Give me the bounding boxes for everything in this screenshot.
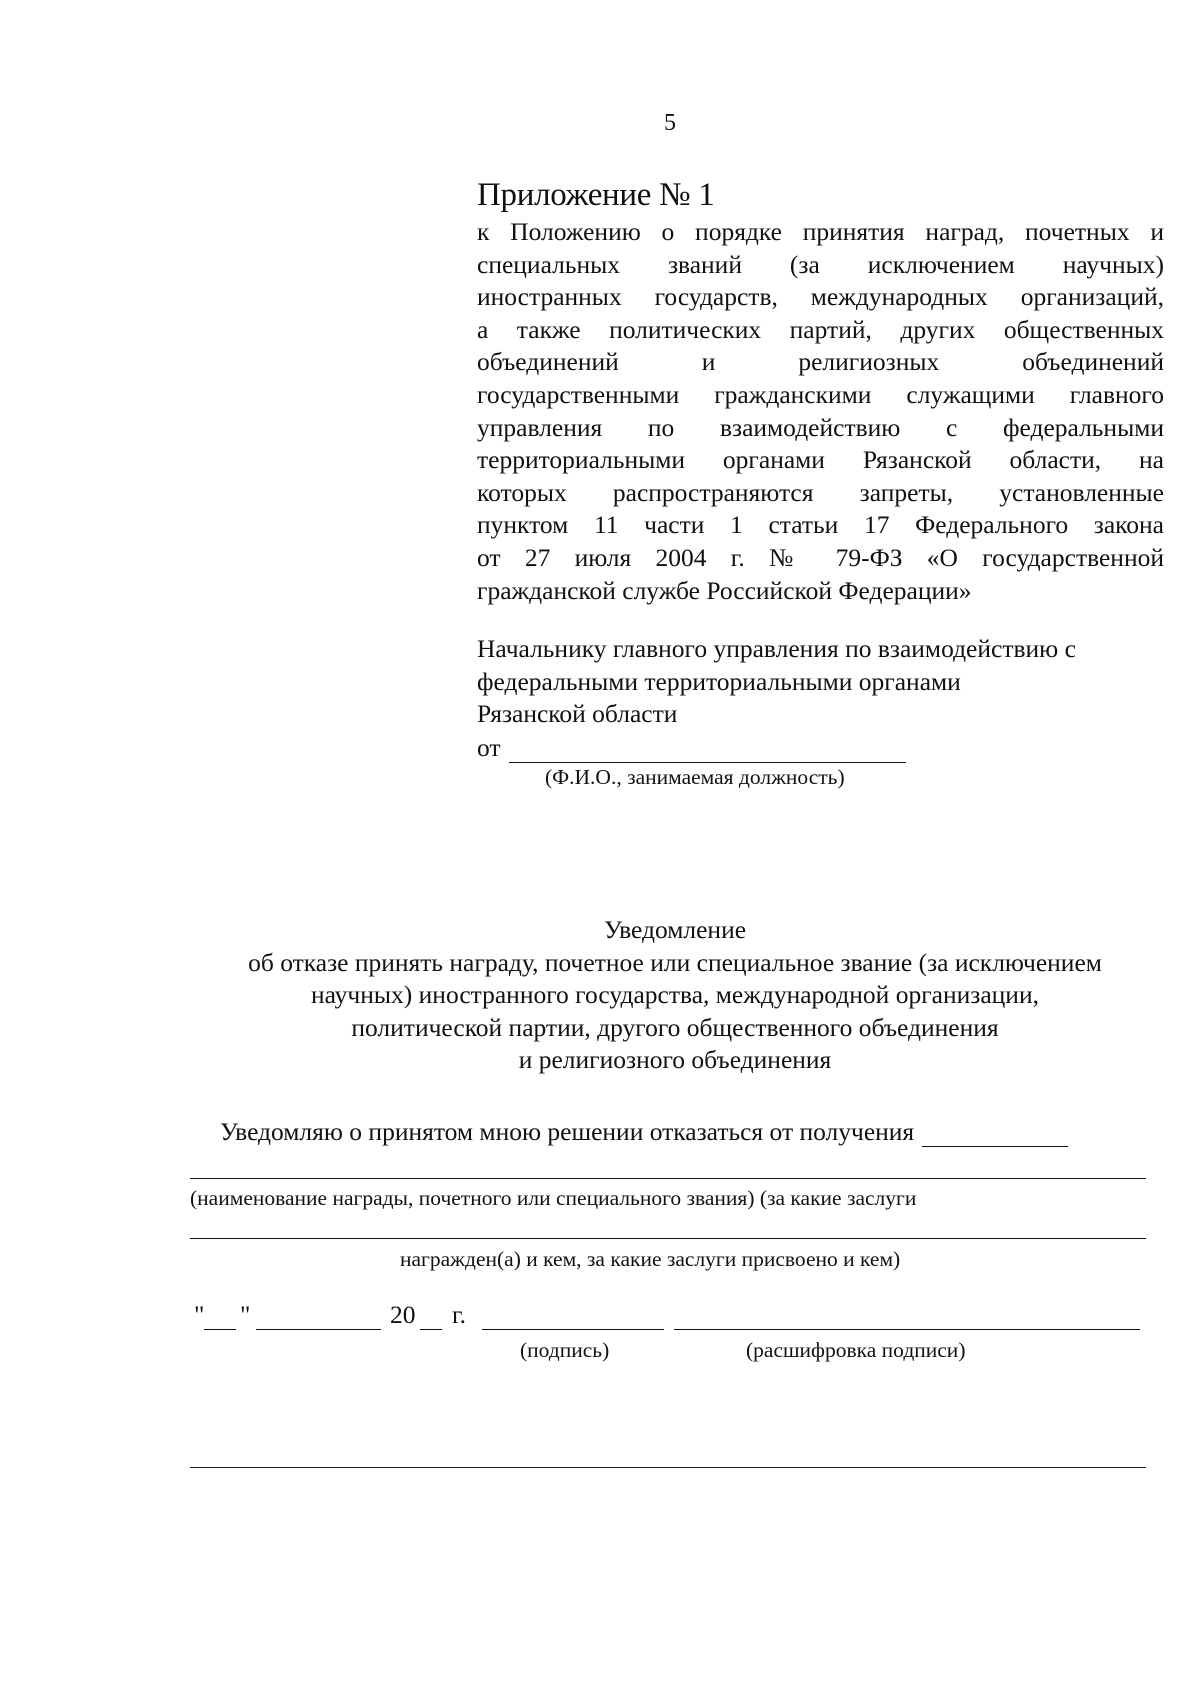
addressee-line: Начальнику главного управления по взаимодействию с xyxy=(477,634,1076,663)
year-suffix: г. xyxy=(452,1300,466,1329)
appendix-line: от 27 июля 2004 г. № 79-ФЗ «О государственной xyxy=(477,542,1164,572)
from-caption: (Ф.И.О., занимаемая должность) xyxy=(545,764,845,789)
from-blank-field[interactable] xyxy=(509,740,906,763)
award-name-line[interactable] xyxy=(190,1178,1146,1179)
addressee-line: Рязанской области xyxy=(477,699,678,728)
statement-text: Уведомляю о принятом мною решении отказаться от получения xyxy=(220,1117,915,1146)
from-row xyxy=(477,731,1167,763)
award-blank-field[interactable] xyxy=(922,1122,1068,1147)
month-blank-field[interactable] xyxy=(256,1307,381,1330)
appendix-line: пунктом 11 части 1 статьи 17 Федерального закона xyxy=(477,510,1164,540)
page-number: 5 xyxy=(664,110,676,136)
appendix-title: Приложение № 1 xyxy=(477,177,715,213)
merit-caption: награжден(а) и кем, за какие заслуги присвоено и кем) xyxy=(400,1247,901,1271)
appendix-header xyxy=(477,176,1164,607)
appendix-line: а также политических партий, других общественных xyxy=(477,314,1164,344)
notice-heading xyxy=(190,914,1160,1077)
signature-decoding-blank-field[interactable] xyxy=(674,1307,1140,1330)
bottom-divider xyxy=(190,1467,1146,1468)
year-blank-field[interactable] xyxy=(420,1307,442,1330)
signature-caption: (подпись) xyxy=(520,1338,610,1362)
from-label: от xyxy=(477,732,501,762)
addressee-line: федеральными территориальными органами xyxy=(477,666,961,696)
quote-open: " xyxy=(194,1300,205,1329)
appendix-line: иностранных государств, международных организаций, xyxy=(477,282,1164,312)
notice-subtitle-line: политической партии, другого общественного объединения xyxy=(351,1012,999,1042)
merit-line[interactable] xyxy=(190,1238,1146,1239)
date-signature-row xyxy=(194,1296,1144,1336)
notice-subtitle-line: научных) иностранного государства, международной организации, xyxy=(311,980,1039,1009)
notice-subtitle-line: об отказе принять награду, почетное или специальное звание (за исключением xyxy=(248,947,1102,977)
day-blank-field[interactable] xyxy=(204,1307,236,1330)
appendix-line: управления по взаимодействию с федеральными xyxy=(477,412,1164,442)
appendix-line: к Положению о порядке принятия наград, почетных и xyxy=(477,217,1164,246)
appendix-line: гражданской службе Российской Федерации» xyxy=(477,575,972,605)
year-prefix: 20 xyxy=(390,1300,416,1329)
award-caption: (наименование награды, почетного или специального звания) (за какие заслуги xyxy=(190,1186,917,1210)
appendix-line: объединений и религиозных объединений xyxy=(477,347,1164,377)
appendix-line: специальных званий (за исключением научных) xyxy=(477,249,1164,279)
signature-blank-field[interactable] xyxy=(482,1307,664,1330)
decoding-caption: (расшифровка подписи) xyxy=(746,1338,966,1362)
addressee-block xyxy=(477,633,1167,790)
notice-subtitle-line: и религиозного объединения xyxy=(518,1045,832,1074)
appendix-line: государственными гражданскими служащими главного xyxy=(477,379,1164,409)
appendix-line: которых распространяются запреты, установленные xyxy=(477,477,1164,507)
notice-title: Уведомление xyxy=(603,915,747,944)
appendix-text xyxy=(477,216,1164,607)
appendix-line: территориальными органами Рязанской области, на xyxy=(477,445,1164,475)
quote-close: " xyxy=(240,1300,251,1329)
statement-row xyxy=(220,1113,1150,1147)
